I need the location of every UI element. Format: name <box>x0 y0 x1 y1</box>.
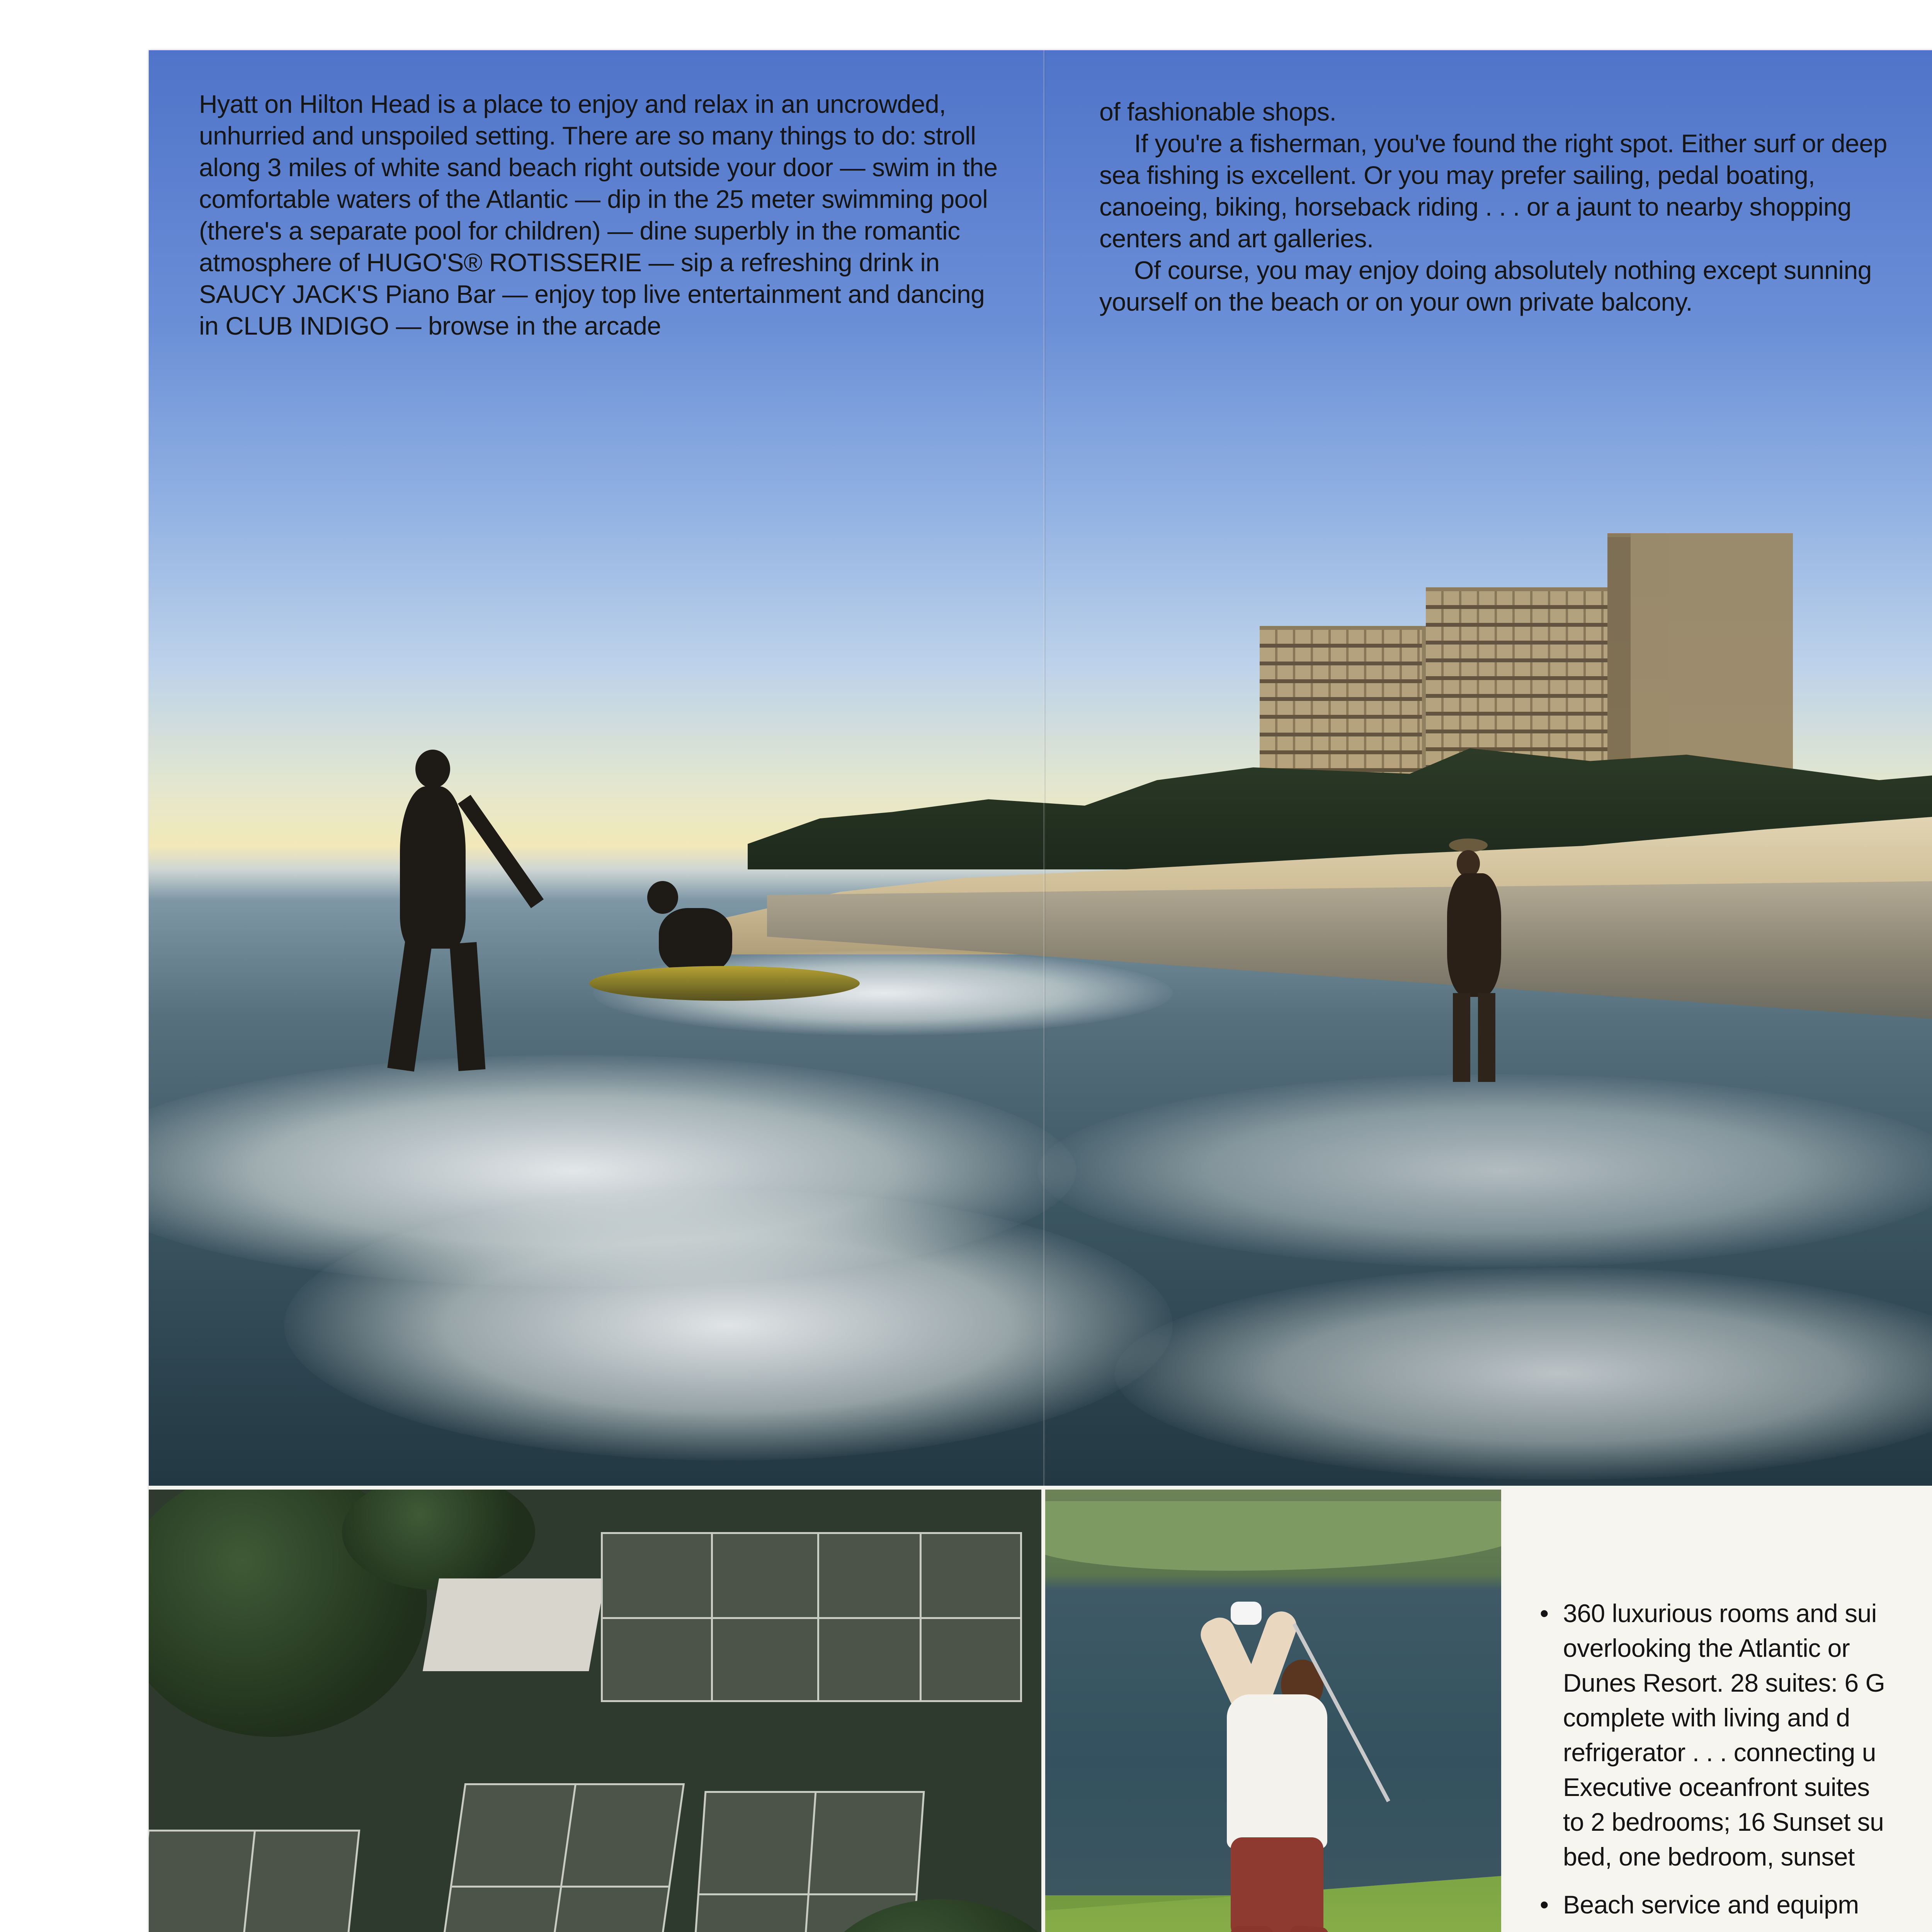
tennis-courts-photo <box>149 1490 1041 1932</box>
tennis-court <box>601 1532 821 1702</box>
far-fairway <box>1045 1501 1501 1571</box>
intro-copy-left <box>199 88 1003 342</box>
bullet-icon: • <box>1540 1890 1549 1919</box>
tennis-court <box>149 1830 360 1932</box>
tennis-court <box>817 1532 1022 1702</box>
intro-paragraph: Hyatt on Hilton Head is a place to enjoy and relax in an uncrowded, unhurried and unspoiled setting. There are so many things to do: stroll along 3 miles of white sand beach right outside your door — swim in the comfortable waters of the Atlantic — dip in the 25 meter swimming pool (there's a separate pool for children) — dine superbly in the romantic atmosphere of HUGO'S® ROTISSERIE — sip a refreshing drink in SAUCY JACK'S Piano Bar — enjoy top live entertainment and dancing in CLUB INDIGO — browse in the arcade <box>199 90 998 340</box>
amenities-panel <box>1505 1490 1932 1932</box>
surf-foam <box>284 1190 1173 1461</box>
relaxing-paragraph: Of course, you may enjoy doing absolutely nothing except sunning yourself on the beach or on your own private balcony. <box>1099 256 1872 316</box>
surf-foam <box>1037 1074 1932 1267</box>
beach-photo <box>149 50 1932 1486</box>
clubhouse-roof <box>423 1578 605 1671</box>
brochure-spread <box>149 50 1932 1932</box>
list-item <box>1540 1887 1932 1922</box>
amenity-rooms: 360 luxurious rooms and sui overlooking the Atlantic or Dunes Resort. 28 suites: 6 G complete with living and d refrigerator . . . connecting u Executive oceanfront suites to 2 bedrooms; 16 Sunset su bed, one bedroom, sunset <box>1563 1599 1885 1871</box>
tennis-court <box>436 1783 685 1932</box>
list-item <box>1540 1596 1932 1874</box>
golfer-photo <box>1045 1490 1501 1932</box>
fishing-paragraph: If you're a fisherman, you've found the right spot. Either surf or deep sea fishing is excellent. Or you may prefer sailing, pedal boating, canoeing, biking, horseback riding . . . or a jaunt to nearby shopping centers and art galleries. <box>1099 129 1887 253</box>
bullet-icon: • <box>1540 1599 1549 1628</box>
surf-foam <box>1115 1267 1932 1480</box>
copy-continuation: of fashionable shops. <box>1099 97 1337 126</box>
amenities-list <box>1540 1596 1932 1932</box>
intro-copy-right <box>1099 96 1891 318</box>
amenity-beach-service: Beach service and equipm <box>1563 1890 1859 1919</box>
page-fold <box>1043 50 1046 1486</box>
